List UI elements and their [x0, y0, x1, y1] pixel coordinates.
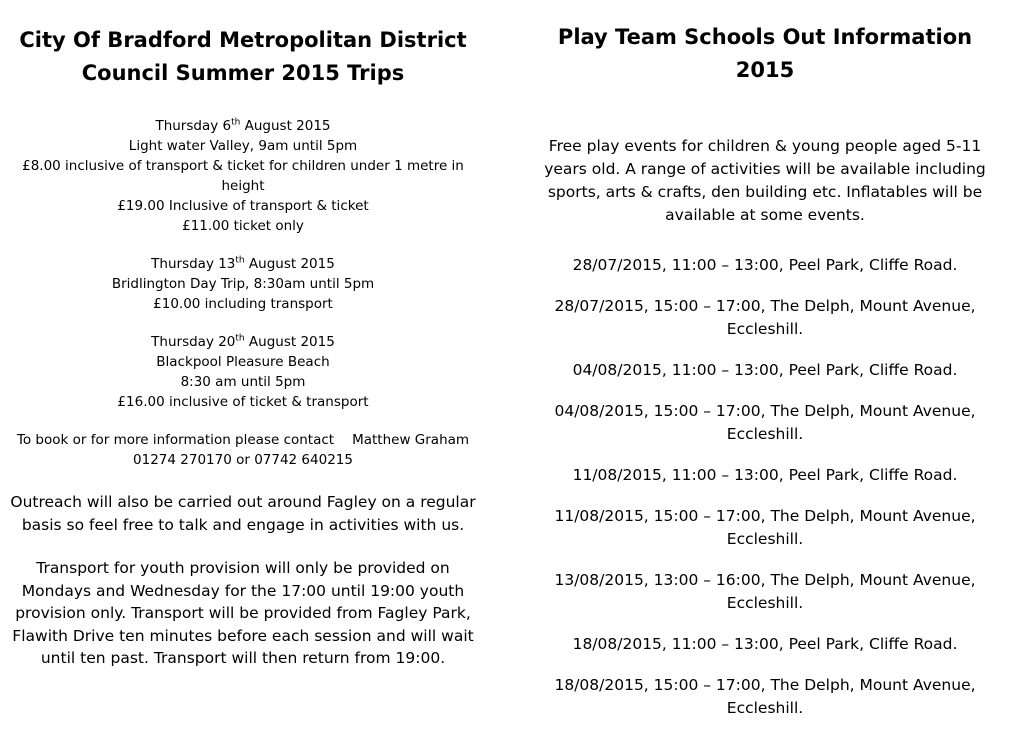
trip-line: £11.00 ticket only [182, 218, 304, 234]
trips-list [10, 116, 476, 412]
event-item: 13/08/2015, 13:00 – 16:00, The Delph, Mount Avenue, Eccleshill. [554, 571, 976, 612]
contact-name: Matthew Graham [352, 432, 470, 448]
event-item: 11/08/2015, 11:00 – 13:00, Peel Park, Cliffe Road. [572, 466, 958, 484]
contact-info [10, 430, 476, 470]
trip-date: Thursday 6th August 2015 [155, 117, 331, 134]
trip-line: Bridlington Day Trip, 8:30am until 5pm [111, 276, 375, 292]
trip-line: Blackpool Pleasure Beach [156, 354, 330, 370]
trip-line: £19.00 Inclusive of transport & ticket [117, 198, 369, 214]
play-team-title: Play Team Schools Out Information 2015 [557, 25, 973, 82]
outreach-paragraph: Outreach will also be carried out around Fagley on a regular basis so feel free to talk and engage in activities with us. [10, 493, 476, 534]
contact-text: To book or for more information please contact [16, 432, 335, 448]
event-item: 04/08/2015, 15:00 – 17:00, The Delph, Mount Avenue, Eccleshill. [554, 402, 976, 443]
event-item: 11/08/2015, 15:00 – 17:00, The Delph, Mount Avenue, Eccleshill. [554, 507, 976, 548]
play-team-column [535, 0, 995, 738]
trips-title: City Of Bradford Metropolitan District Council Summer 2015 Trips [19, 28, 467, 85]
contact-phones: 01274 270170 or 07742 640215 [133, 452, 353, 468]
trip-item [10, 254, 476, 314]
transport-paragraph: Transport for youth provision will only be provided on Mondays and Wednesday for the 17:00 until 19:00 youth provision only. Transport will be provided from Fagley Park, Flawith Drive ten minutes before each session and will wait until ten past. Transport will then return from 19:00. [12, 559, 474, 667]
trip-item [10, 116, 476, 236]
trips-column [10, 0, 476, 670]
trip-line: 8:30 am until 5pm [180, 374, 306, 390]
play-team-intro: Free play events for children & young people aged 5-11 years old. A range of activities will be available including sports, arts & crafts, den building etc. Inflatables will be available at some events. [544, 137, 986, 224]
event-item: 28/07/2015, 15:00 – 17:00, The Delph, Mount Avenue, Eccleshill. [554, 297, 976, 338]
trip-line: £10.00 including transport [153, 296, 333, 312]
event-item: 18/08/2015, 11:00 – 13:00, Peel Park, Cliffe Road. [572, 635, 958, 653]
trip-date: Thursday 20th August 2015 [151, 333, 335, 350]
event-item: 18/08/2015, 15:00 – 17:00, The Delph, Mount Avenue, Eccleshill. [554, 676, 976, 717]
trip-date: Thursday 13th August 2015 [151, 255, 335, 272]
trip-line: £16.00 inclusive of ticket & transport [117, 394, 369, 410]
trip-item [10, 332, 476, 412]
event-item: 28/07/2015, 11:00 – 13:00, Peel Park, Cliffe Road. [572, 256, 958, 274]
trip-line: Light water Valley, 9am until 5pm [128, 138, 358, 154]
event-item: 04/08/2015, 11:00 – 13:00, Peel Park, Cliffe Road. [572, 361, 958, 379]
event-list [535, 254, 995, 720]
trip-line: £8.00 inclusive of transport & ticket for children under 1 metre in height [22, 158, 464, 194]
